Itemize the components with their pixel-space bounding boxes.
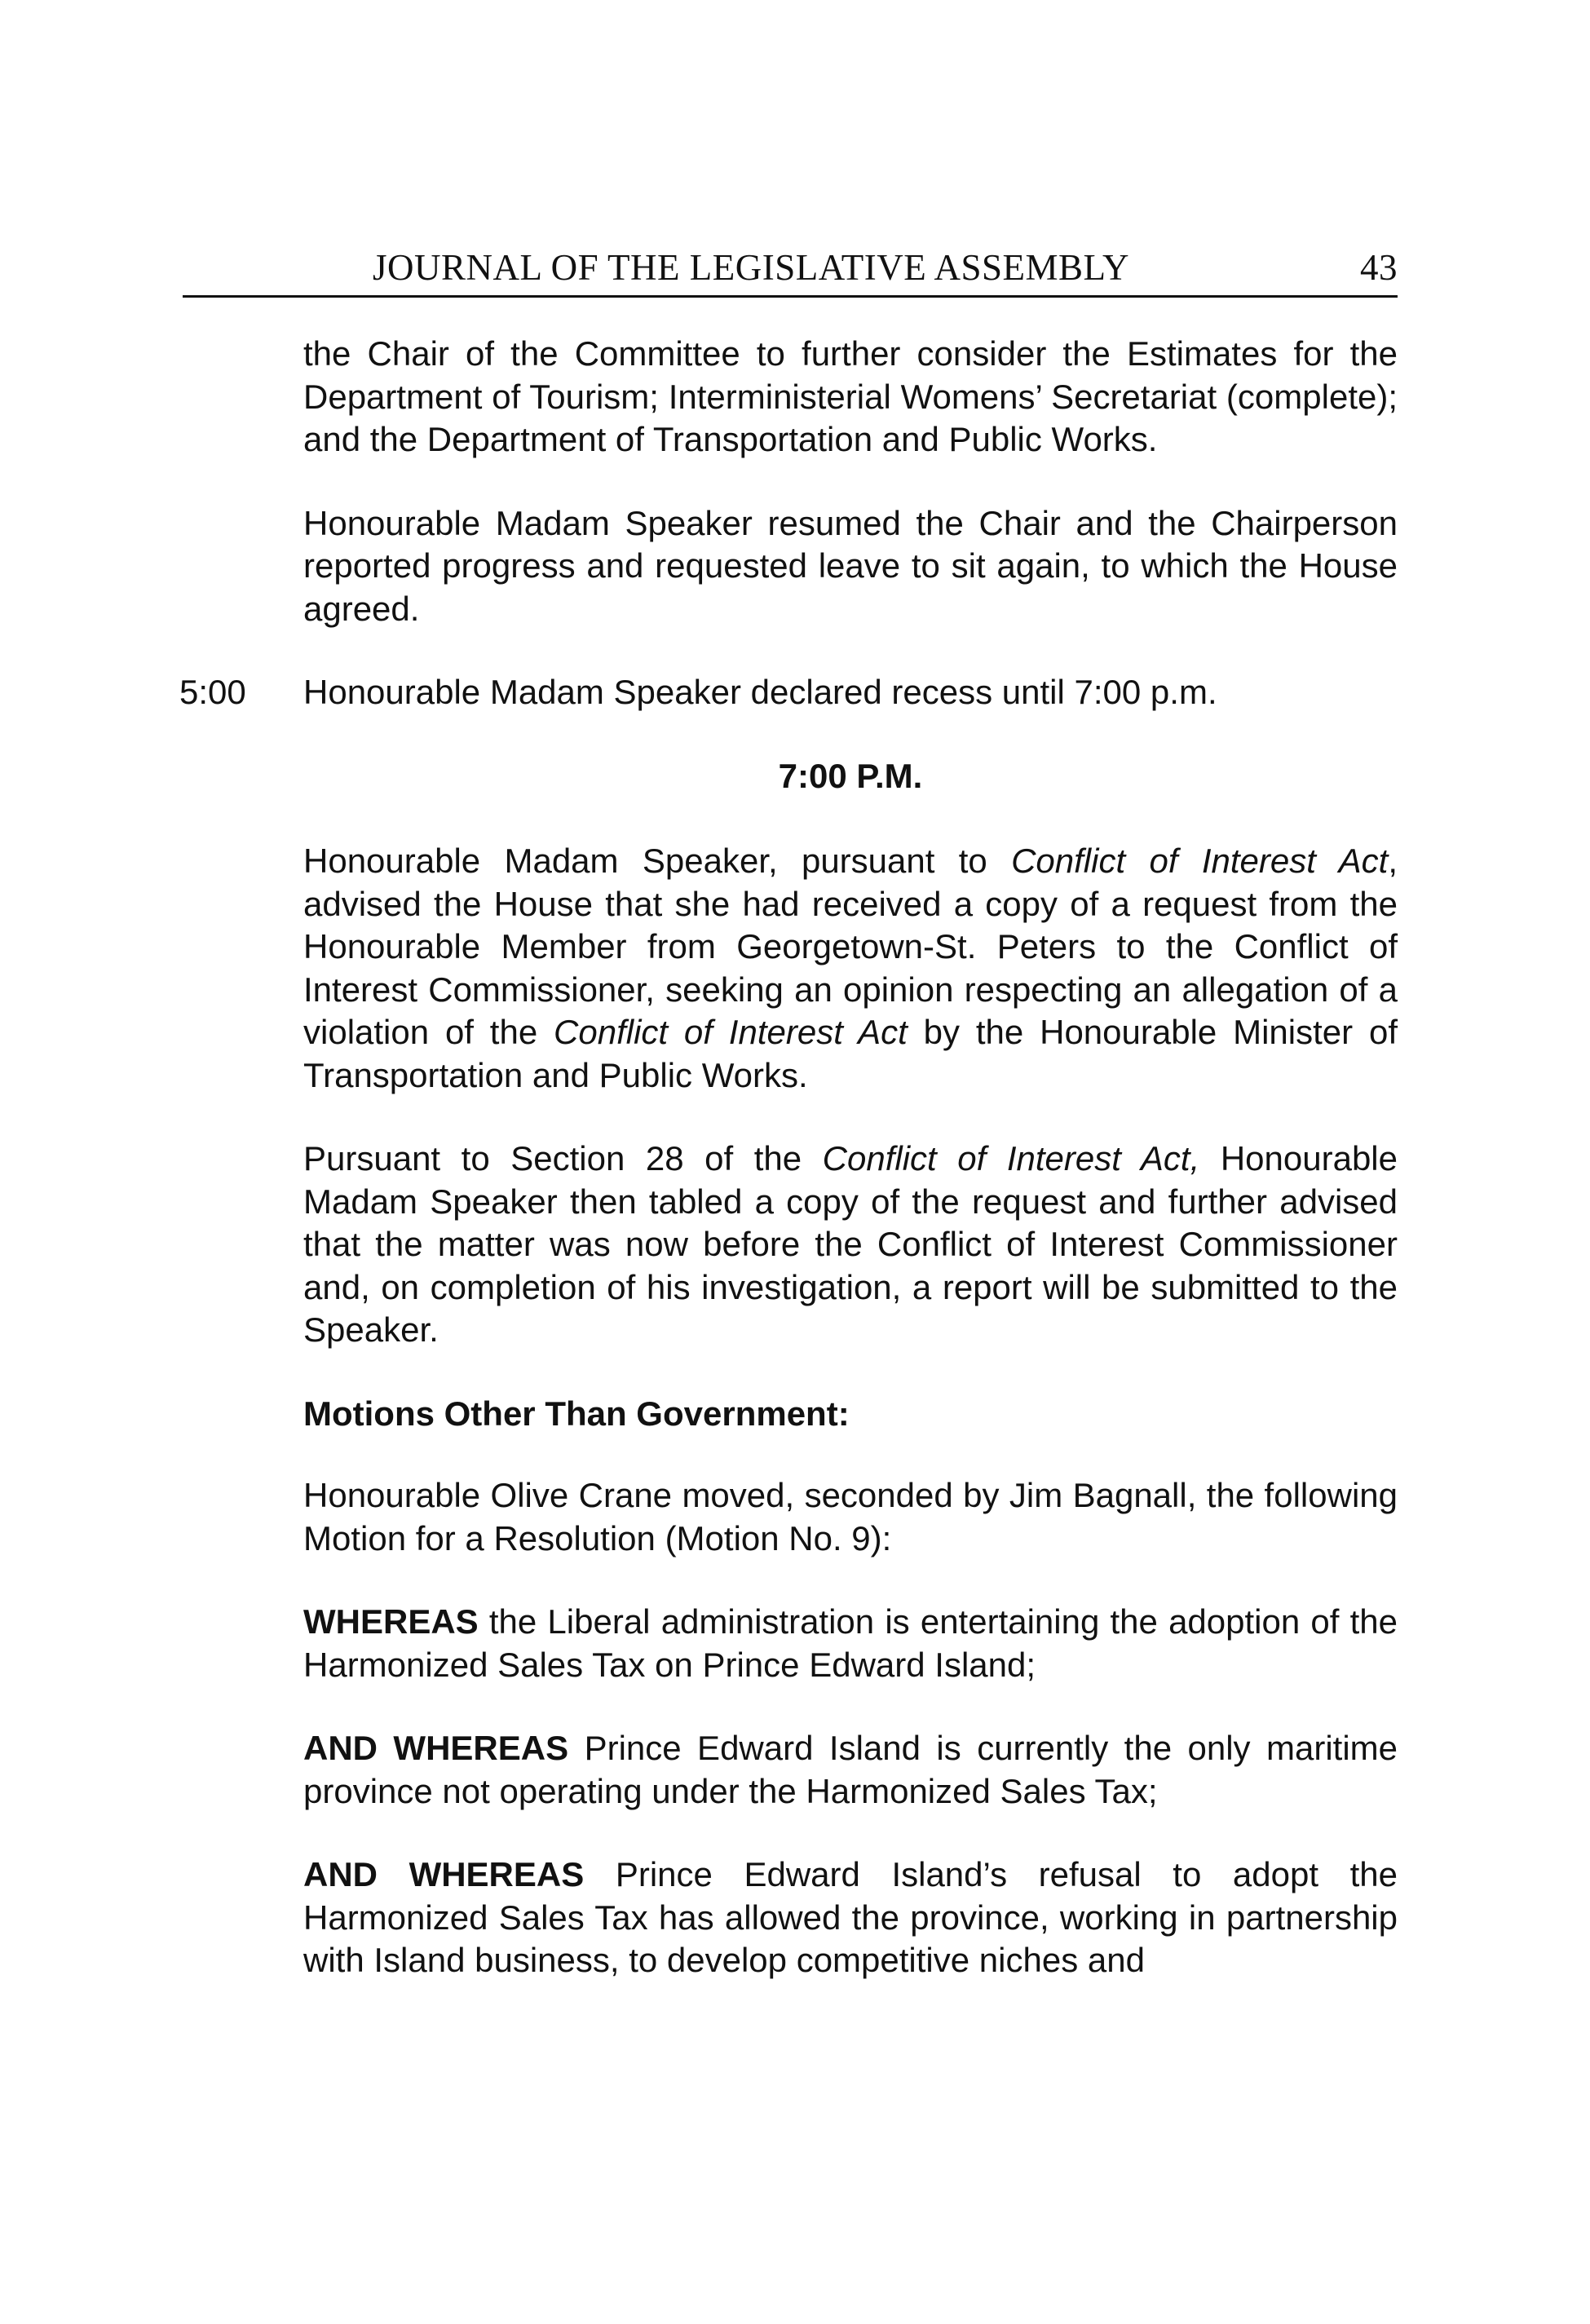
text-run: , advised the House that she had received a copy of a request from the Honourable Member from Georgetown-St. Peters to the Conflict of Interest Commissioner, seeking an opinion respecting an allegation of a violation of the	[303, 842, 1398, 1051]
evening-session-heading: 7:00 P.M.	[778, 756, 923, 795]
text-run: Honourable Madam Speaker, pursuant to	[303, 842, 1012, 880]
tabling-paragraph	[303, 1138, 1398, 1352]
page-number: 43	[1360, 247, 1398, 288]
whereas-text: the Liberal administration is entertaining the adoption of the Harmonized Sales Tax on Prince Edward Island;	[303, 1602, 1398, 1684]
speaker-resumed-paragraph: Honourable Madam Speaker resumed the Chair and the Chairperson reported progress and requested leave to sit again, to which the House agreed.	[303, 503, 1398, 628]
whereas-lead: AND WHEREAS	[303, 1729, 569, 1767]
act-title: Conflict of Interest Act	[554, 1013, 908, 1051]
running-header	[183, 245, 1398, 298]
text-run: Pursuant to Section 28 of the	[303, 1139, 823, 1177]
whereas-clause	[303, 1601, 1398, 1686]
estimates-paragraph: the Chair of the Committee to further consider the Estimates for the Department of Tourism; Interministerial Womens’ Secretariat (complete); and the Department of Transportation and Public Works.	[303, 334, 1398, 458]
motion-intro-paragraph: Honourable Olive Crane moved, seconded by Jim Bagnall, the following Motion for a Resolution (Motion No. 9):	[303, 1476, 1398, 1557]
journal-body	[179, 333, 1398, 2023]
act-title: Conflict of Interest Act	[1011, 842, 1389, 880]
whereas-clause	[303, 1727, 1398, 1813]
whereas-text: Prince Edward Island’s refusal to adopt the Harmonized Sales Tax has allowed the province, working in partnership with Island business, to develop competitive niches and	[303, 1855, 1398, 1979]
whereas-clause	[303, 1853, 1398, 1982]
motions-heading: Motions Other Than Government:	[303, 1394, 850, 1433]
recess-text: Honourable Madam Speaker declared recess until 7:00 p.m.	[303, 673, 1217, 711]
recess-entry	[179, 671, 1398, 714]
text-run: Honourable Madam Speaker then tabled a copy of the request and further advised that the matter was now before the Conflict of Interest Commissioner and, on completion of his investigation, a report will be submitted to the Speaker.	[303, 1139, 1398, 1349]
whereas-lead: AND WHEREAS	[303, 1855, 585, 1893]
journal-title: JOURNAL OF THE LEGISLATIVE ASSEMBLY	[373, 247, 1130, 288]
act-title: Conflict of Interest Act,	[822, 1139, 1200, 1177]
recess-time: 5:00	[179, 673, 246, 711]
conflict-of-interest-paragraph	[303, 840, 1398, 1097]
whereas-lead: WHEREAS	[303, 1602, 479, 1641]
text-run: by the Honourable Minister of Transportation and Public Works.	[303, 1013, 1398, 1094]
whereas-text: Prince Edward Island is currently the only maritime province not operating under the Harmonized Sales Tax;	[303, 1729, 1398, 1810]
